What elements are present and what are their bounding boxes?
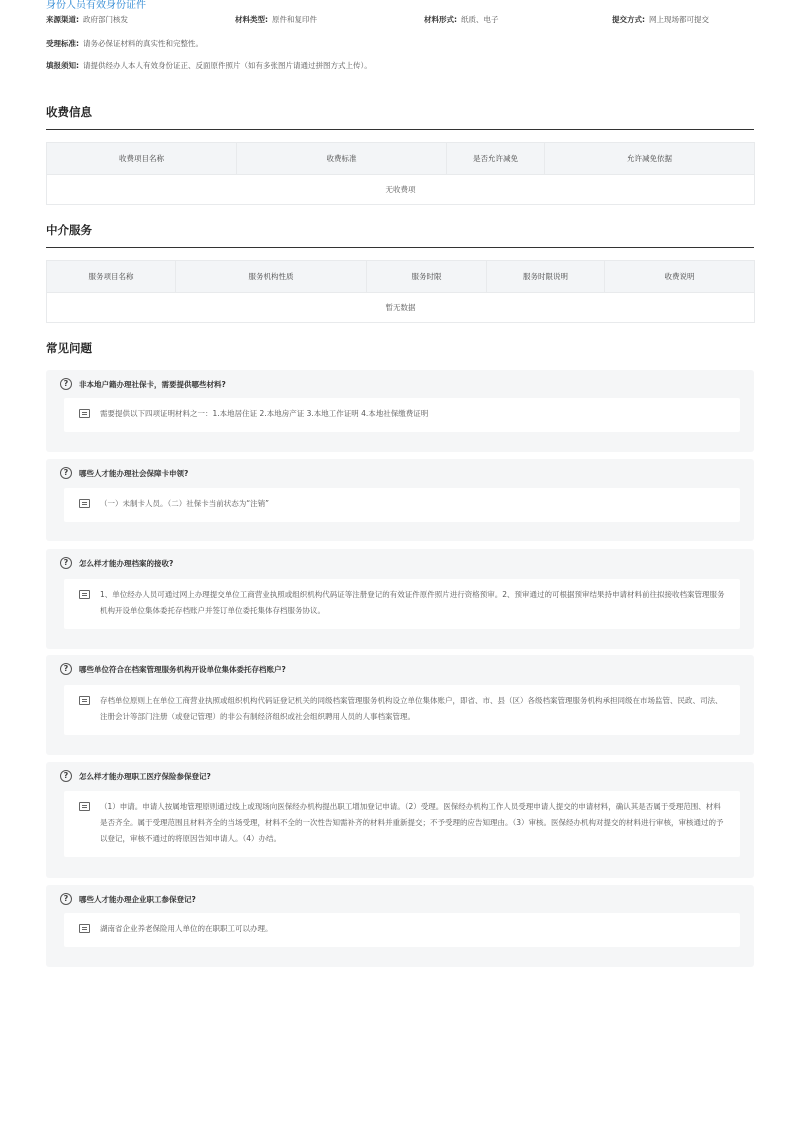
column-header: 服务时限说明 bbox=[487, 261, 605, 293]
meta-value: 纸质、电子 bbox=[461, 15, 499, 24]
agency-divider bbox=[46, 247, 754, 248]
faq-answer bbox=[64, 685, 740, 735]
faq-question-text: 哪些单位符合在档案管理服务机构开设单位集体委托存档账户? bbox=[79, 664, 286, 674]
column-header: 服务项目名称 bbox=[47, 261, 176, 293]
faq-item[interactable] bbox=[46, 370, 754, 452]
material-meta bbox=[46, 14, 756, 26]
question-icon: ? bbox=[60, 378, 72, 390]
faq-answer-text: （一）未制卡人员。（二）社保卡当前状态为“注销” bbox=[100, 499, 270, 508]
faq-question[interactable] bbox=[60, 663, 286, 675]
fill-value: 请提供经办人本人有效身份证正、反面原件照片（如有多张图片请通过拼图方式上传）。 bbox=[83, 61, 372, 70]
question-icon: ? bbox=[60, 770, 72, 782]
faq-item[interactable] bbox=[46, 655, 754, 755]
meta-source bbox=[46, 14, 128, 25]
faq-answer bbox=[64, 791, 740, 857]
question-icon: ? bbox=[60, 557, 72, 569]
faq-question-text: 怎么样才能办理职工医疗保险参保登记? bbox=[79, 771, 211, 781]
faq-question[interactable] bbox=[60, 893, 196, 905]
meta-value: 政府部门核发 bbox=[83, 15, 128, 24]
table-row bbox=[47, 175, 755, 205]
meta-value: 原件和复印件 bbox=[272, 15, 317, 24]
fees-table bbox=[46, 142, 755, 205]
faq-item[interactable] bbox=[46, 459, 754, 541]
column-header: 收费说明 bbox=[605, 261, 755, 293]
table-header-row bbox=[47, 143, 755, 175]
answer-doc-icon bbox=[79, 696, 90, 705]
answer-doc-icon bbox=[79, 802, 90, 811]
meta-type bbox=[235, 14, 317, 25]
column-header: 收费标准 bbox=[237, 143, 447, 175]
meta-value: 网上现场都可提交 bbox=[649, 15, 709, 24]
column-header: 是否允许减免 bbox=[447, 143, 545, 175]
meta-label: 来源渠道: bbox=[46, 15, 79, 24]
answer-doc-icon bbox=[79, 409, 90, 418]
fill-label: 填报须知: bbox=[46, 61, 79, 70]
meta-label: 材料形式: bbox=[424, 15, 457, 24]
faq-answer bbox=[64, 579, 740, 629]
answer-doc-icon bbox=[79, 590, 90, 599]
empty-message: 无收费项 bbox=[47, 175, 755, 205]
fees-section-title: 收费信息 bbox=[46, 105, 92, 119]
column-header: 收费项目名称 bbox=[47, 143, 237, 175]
fill-notice bbox=[46, 60, 372, 71]
meta-form bbox=[424, 14, 499, 25]
answer-doc-icon bbox=[79, 499, 90, 508]
faq-question-text: 非本地户籍办理社保卡，需要提供哪些材料? bbox=[79, 379, 226, 389]
column-header: 允许减免依据 bbox=[545, 143, 755, 175]
faq-question[interactable] bbox=[60, 467, 188, 479]
faq-question[interactable] bbox=[60, 770, 211, 782]
faq-section-title: 常见问题 bbox=[46, 341, 92, 355]
faq-answer-text: 湖南省企业养老保险用人单位的在职职工可以办理。 bbox=[100, 924, 273, 933]
faq-answer-text: 1、单位经办人员可通过网上办理提交单位工商营业执照或组织机构代码证等注册登记的有效证件原件照片进行资格预审。2、预审通过的可根据预审结果持申请材料前往拟接收档案管理服务机构开设单位集体委托存档账户并签订单位委托集体存档服务协议。 bbox=[100, 590, 725, 615]
faq-question-text: 哪些人才能办理社会保障卡申领? bbox=[79, 468, 189, 478]
table-row bbox=[47, 293, 755, 323]
faq-question-text: 哪些人才能办理企业职工参保登记? bbox=[79, 894, 196, 904]
question-icon: ? bbox=[60, 663, 72, 675]
column-header: 服务时限 bbox=[367, 261, 487, 293]
meta-label: 材料类型: bbox=[235, 15, 268, 24]
fees-divider bbox=[46, 129, 754, 130]
agency-table bbox=[46, 260, 755, 323]
accept-standard bbox=[46, 38, 203, 49]
column-header: 服务机构性质 bbox=[176, 261, 367, 293]
faq-answer bbox=[64, 488, 740, 522]
faq-answer-text: 需要提供以下四项证明材料之一：1.本地居住证 2.本地房产证 3.本地工作证明 4.本地社保缴费证明 bbox=[100, 409, 429, 418]
faq-question[interactable] bbox=[60, 557, 173, 569]
empty-message: 暂无数据 bbox=[47, 293, 755, 323]
table-header-row bbox=[47, 261, 755, 293]
faq-item[interactable] bbox=[46, 549, 754, 649]
meta-label: 提交方式: bbox=[612, 15, 645, 24]
faq-question-text: 怎么样才能办理档案的接收? bbox=[79, 558, 174, 568]
material-title: 身份人员有效身份证件 bbox=[46, 0, 146, 11]
question-icon: ? bbox=[60, 467, 72, 479]
meta-submit bbox=[612, 14, 709, 25]
faq-answer bbox=[64, 398, 740, 432]
faq-answer-text: （1）申请。申请人按属地管理原则通过线上或现场向医保经办机构提出职工增加登记申请。（2）受理。医保经办机构工作人员受理申请人提交的申请材料，确认其是否属于受理范围、材料是否齐全。属于受理范围且材料齐全的当场受理，材料不全的一次性告知需补齐的材料并重新提交；不予受理的应告知理由。（3）审核。医保经办机构对提交的材料进行审核，审核通过的予以登记，审核不通过的将原因告知申请人。（4）办结。 bbox=[100, 802, 724, 843]
faq-question[interactable] bbox=[60, 378, 226, 390]
accept-value: 请务必保证材料的真实性和完整性。 bbox=[83, 39, 203, 48]
answer-doc-icon bbox=[79, 924, 90, 933]
faq-item[interactable] bbox=[46, 885, 754, 967]
accept-label: 受理标准: bbox=[46, 39, 79, 48]
faq-answer-text: 存档单位原则上在单位工商营业执照或组织机构代码证登记机关的同级档案管理服务机构设立单位集体账户，即省、市、县（区）各级档案管理服务机构承担同级在市场监管、民政、司法、注册会计等部门注册（或登记管理）的非公有制经济组织或社会组织聘用人员的人事档案管理。 bbox=[100, 696, 723, 721]
faq-answer bbox=[64, 913, 740, 947]
question-icon: ? bbox=[60, 893, 72, 905]
agency-section-title: 中介服务 bbox=[46, 223, 92, 237]
faq-item[interactable] bbox=[46, 762, 754, 878]
